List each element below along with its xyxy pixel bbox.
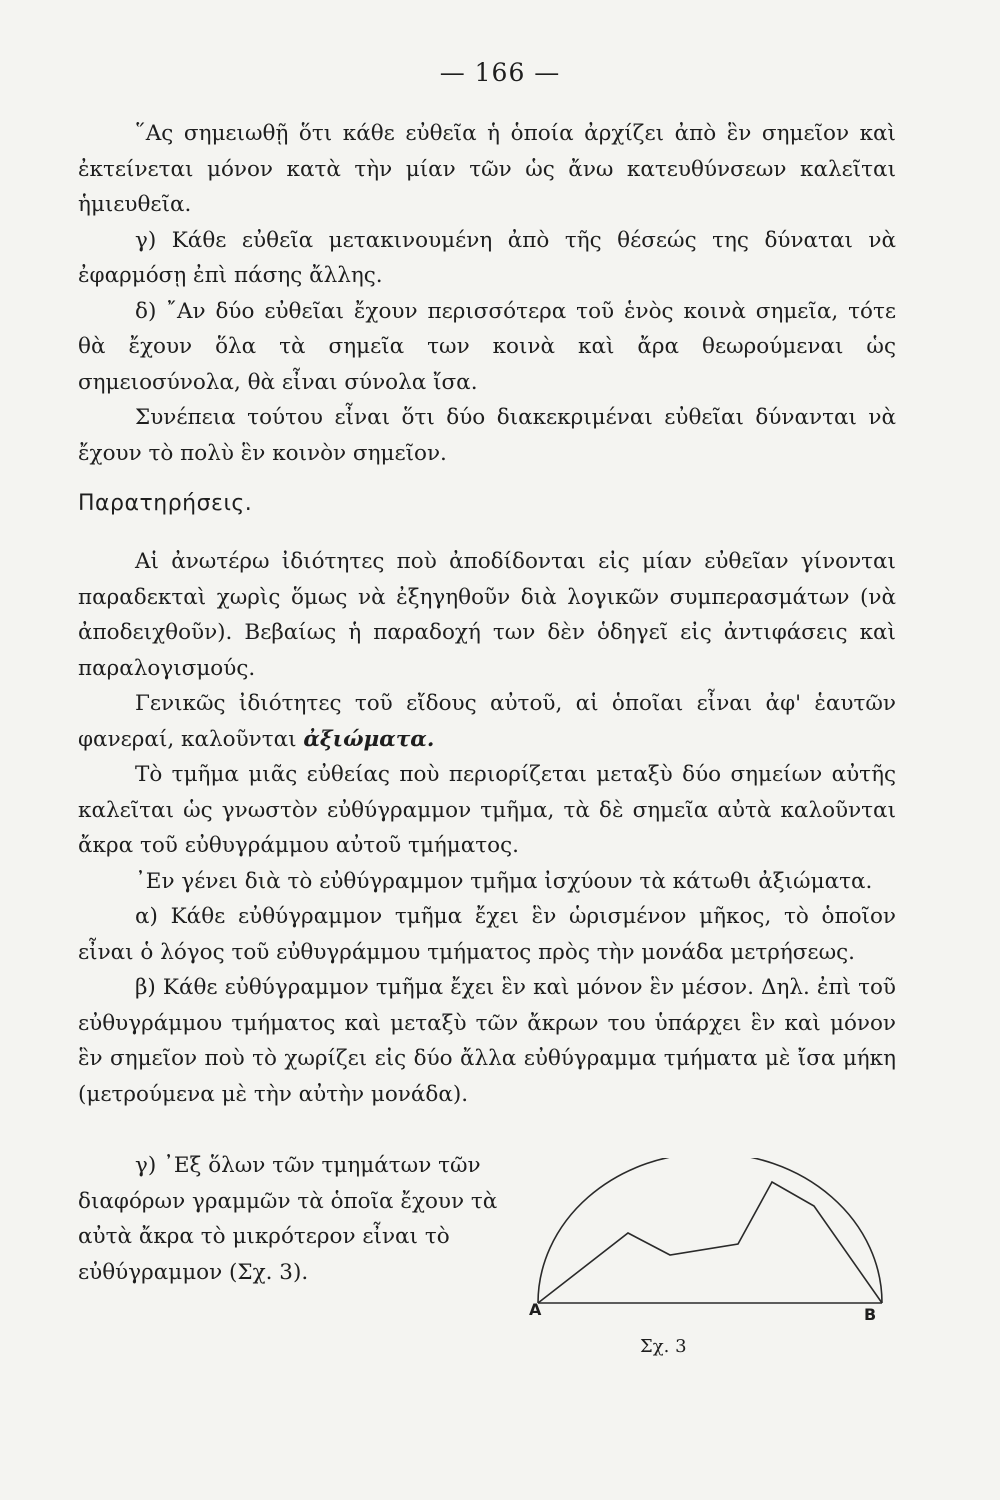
paragraph-consequence: Συνέπεια τούτου εἶναι ὅτι δύο διακεκριμέναι εὐθεῖαι δύνανται νὰ ἔχουν τὸ πολὺ ἓν κοινὸν σημεῖον. bbox=[78, 405, 896, 466]
point-label-b: B bbox=[864, 1305, 877, 1324]
text-block-top bbox=[78, 116, 896, 471]
paragraph-axioms-definition bbox=[78, 686, 896, 757]
figure-3-drawing bbox=[510, 1158, 910, 1378]
paragraph-hemiline: ῞Ας σημειωθῇ ὅτι κάθε εὐθεῖα ἡ ὁποία ἀρχίζει ἀπὸ ἓν σημεῖον καὶ ἐκτείνεται μόνον κατὰ τὴν μίαν τῶν ὡς ἄνω κατευθύνσεων καλεῖται ἡμιευθεῖα. bbox=[78, 121, 896, 217]
axiom-gamma-text: γ) ᾿Εξ ὅλων τῶν τμημάτων τῶν διαφόρων γραμμῶν τὰ ὁποῖα ἔχουν τὰ αὐτὰ ἄκρα τὸ μικρότερον εἶναι τὸ εὐθύγραμμον (Σχ. 3). bbox=[78, 1153, 498, 1285]
paragraph-properties: Αἱ ἀνωτέρω ἰδιότητες ποὺ ἀποδίδονται εἰς μίαν εὐθεῖαν γίνονται παραδεκταὶ χωρὶς ὅμως νὰ ἐξηγηθοῦν διὰ λογικῶν συμπερασμάτων (νὰ ἀποδειχθοῦν). Βεβαίως ἡ παραδοχή των δὲν ὁδηγεῖ εἰς ἀντιφάσεις καὶ παραλογισμούς. bbox=[78, 549, 896, 681]
point-label-a: A bbox=[529, 1300, 542, 1319]
page-number: — 166 — bbox=[439, 58, 561, 87]
segment-definition-text-a: Τὸ τμῆμα μιᾶς εὐθείας ποὺ περιορίζεται bbox=[135, 762, 597, 787]
paragraph-axiom-alpha: α) Κάθε εὐθύγραμμον τμῆμα ἔχει ἓν ὡρισμένον μῆκος, τὸ ὁποῖον εἶναι ὁ λόγος τοῦ εὐθυγράμμου τμήματος πρὸς τὴν μονάδα μετρήσεως. bbox=[78, 904, 896, 965]
text-block-observations bbox=[78, 544, 896, 1112]
axioms-term: ἀξιώματα. bbox=[303, 726, 435, 752]
paragraph-axiom-gamma bbox=[78, 1148, 498, 1290]
paragraph-gamma: γ) Κάθε εὐθεῖα μετακινουμένη ἀπὸ τῆς θέσεώς της δύναται νὰ ἐφαρμόσῃ ἐπὶ πάσης ἄλλης. bbox=[78, 227, 896, 288]
axioms-definition-text: Γενικῶς ἰδιότητες τοῦ εἴδους αὐτοῦ, αἱ ὁποῖαι εἶναι ἀφ' ἑαυτῶν φανεραί, καλοῦνται bbox=[78, 691, 896, 752]
paragraph-delta: δ) ῎Αν δύο εὐθεῖαι ἔχουν περισσότερα τοῦ ἑνὸς κοινὰ σημεῖα, τότε θὰ ἔχουν ὅλα τὰ σημεῖα των κοινὰ καὶ ἄρα θεωρούμεναι ὡς σημειοσύνολα, θὰ εἶναι σύνολα ἴσα. bbox=[78, 298, 896, 395]
paragraph-segment-axioms-intro: ᾿Εν γένει διὰ τὸ εὐθύγραμμον τμῆμα ἰσχύουν τὰ κάτωθι ἀξιώματα. bbox=[135, 868, 873, 894]
paragraph-axiom-beta: β) Κάθε εὐθύγραμμον τμῆμα ἔχει ἓν καὶ μόνον ἓν μέσον. Δηλ. ἐπὶ τοῦ εὐθυγράμμου τμήματος καὶ μεταξὺ τῶν ἄκρων του ὑπάρχει ἓν καὶ μόνον ἓν σημεῖον ποὺ τὸ χωρίζει εἰς δύο ἄλλα εὐθύγραμμα τμήματα μὲ ἴσα μήκη (μετρούμενα μὲ τὴν αὐτὴν μονάδα). bbox=[78, 975, 896, 1107]
segment-definition-text-b: μεταξὺ δύο σημείων αὐτῆς καλεῖται ὡς γνωστὸν εὐθύγραμμον τμῆμα, τὰ δὲ σημεῖα αὐτὰ καλοῦνται ἄκρα τοῦ εὐθυγράμμου αὐτοῦ τμήματος. bbox=[78, 762, 896, 858]
paragraph-segment-definition bbox=[78, 757, 896, 864]
broken-line bbox=[538, 1182, 882, 1303]
section-heading: Παρατηρήσεις. bbox=[78, 491, 253, 516]
figure-caption: Σχ. 3 bbox=[640, 1336, 687, 1357]
figure-3 bbox=[510, 1158, 910, 1378]
